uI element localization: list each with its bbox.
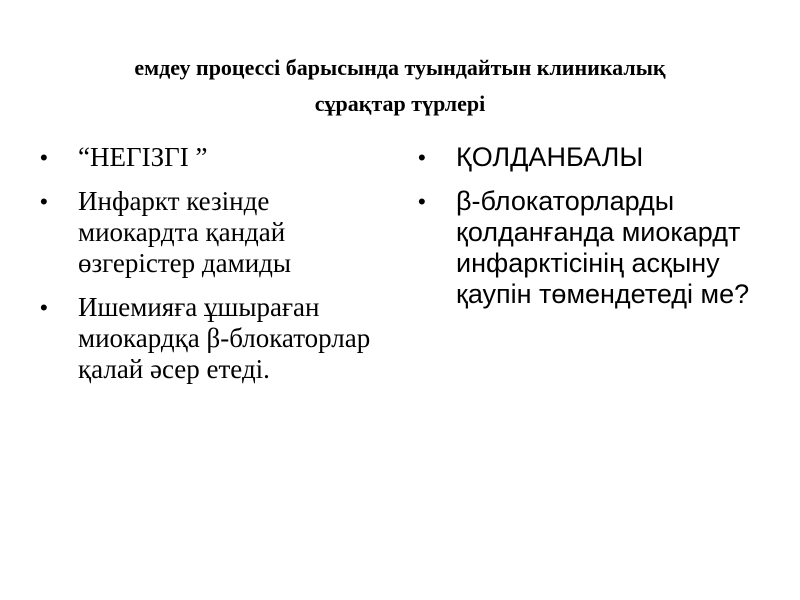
right-list-item-beta-blocker-question	[418, 186, 790, 310]
left-list-item-basic-heading	[40, 142, 380, 173]
bullet-icon: •	[418, 189, 426, 214]
slide-title-line-2: сұрақтар түрлері	[314, 91, 486, 116]
bullet-icon: •	[40, 145, 48, 170]
bullet-icon: •	[40, 295, 48, 320]
left-bullet-list	[40, 142, 380, 398]
bullet-icon: •	[418, 145, 426, 170]
slide-title-line-1: емдеу процессі барысында туындайтын клиникалық	[134, 55, 666, 80]
left-list-item-text: Инфаркт кезінде миокардта қандай өзгерістер дамиды	[78, 186, 292, 278]
bullet-icon: •	[40, 189, 48, 214]
right-bullet-list	[418, 142, 790, 323]
right-list-item-text: β-блокаторларды қолданғанда миокардт инфарктісінің асқыну қаупін төмендетеді ме?	[456, 186, 750, 309]
left-list-item-infarction-question	[40, 186, 380, 279]
right-list-item-applied-heading	[418, 142, 790, 173]
right-list-item-text: ҚОЛДАНБАЛЫ	[456, 142, 644, 172]
left-list-item-text: Ишемияға ұшыраған миокардқа β-блокаторлар қалай әсер етеді.	[78, 292, 371, 384]
left-list-item-text: “НЕГІЗГІ ”	[78, 142, 208, 172]
slide-title	[40, 50, 760, 122]
left-list-item-ischemia-question	[40, 292, 380, 385]
